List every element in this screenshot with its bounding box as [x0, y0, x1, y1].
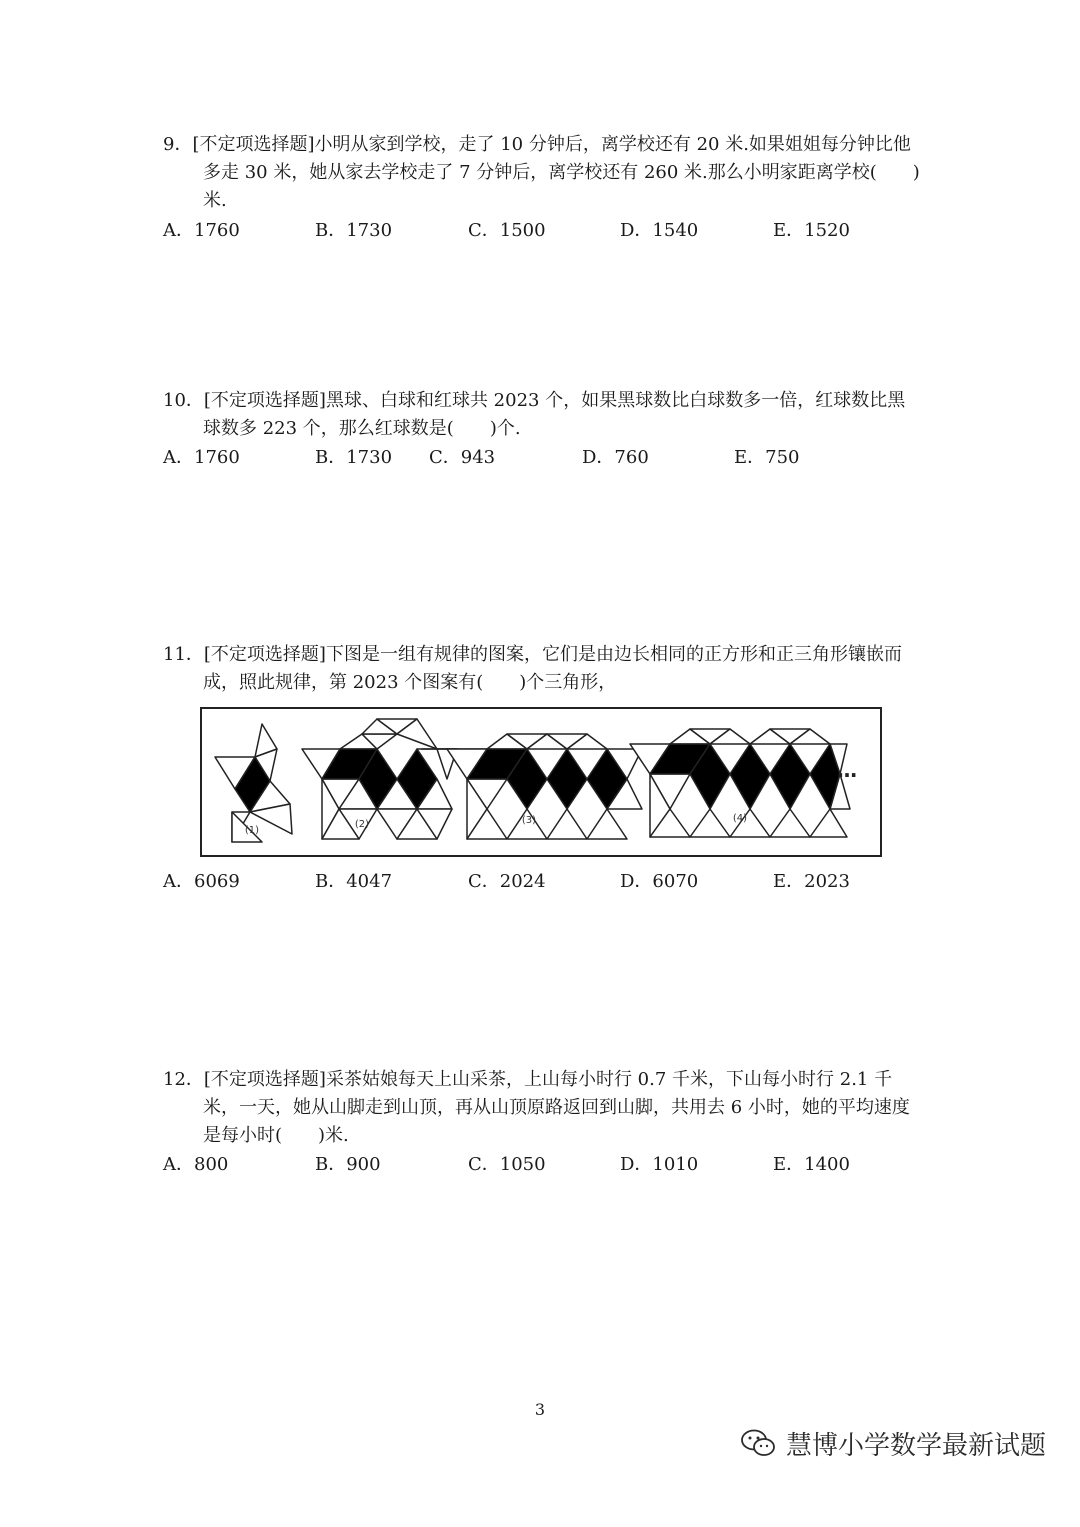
question-9	[163, 131, 923, 215]
question-stem: 9．[不定项选择题]小明从家到学校，走了 10 分钟后，离学校还有 20 米.如果姐姐每分钟比他多走 30 米，她从家去学校走了 7 分钟后，离学校还有 260 米.那么小明家距离学校( )米.	[163, 134, 920, 211]
question-stem: 11．[不定项选择题]下图是一组有规律的图案，它们是由边长相同的正方形和正三角形镶嵌而成，照此规律，第 2023 个图案有( )个三角形，	[163, 644, 902, 693]
option-d[interactable]: D．6070	[620, 871, 699, 892]
wechat-icon	[740, 1428, 776, 1458]
pattern-svg	[202, 709, 884, 859]
page-number: 3	[534, 1400, 546, 1419]
option-e[interactable]: E．750	[734, 447, 800, 468]
option-d[interactable]: D．1540	[620, 220, 699, 241]
option-b[interactable]: B．900	[315, 1154, 381, 1175]
question-12	[163, 1066, 923, 1150]
option-c[interactable]: C．943	[429, 447, 496, 468]
option-a[interactable]: A．800	[163, 1154, 229, 1175]
pattern-3	[447, 734, 642, 839]
caption-1: (1)	[244, 825, 260, 836]
ellipsis: …	[837, 758, 857, 782]
option-c[interactable]: C．2024	[468, 871, 546, 892]
option-e[interactable]: E．1520	[773, 220, 850, 241]
pattern-2	[302, 719, 487, 839]
watermark-text: 慧博小学数学最新试题	[785, 1430, 1046, 1461]
option-d[interactable]: D．1010	[620, 1154, 699, 1175]
question-stem: 10．[不定项选择题]黑球、白球和红球共 2023 个，如果黑球数比白球数多一倍，红球数比黑球数多 223 个，那么红球数是( )个.	[163, 390, 906, 439]
option-c[interactable]: C．1050	[468, 1154, 546, 1175]
option-c[interactable]: C．1500	[468, 220, 546, 241]
option-e[interactable]: E．2023	[773, 871, 850, 892]
caption-2: (2)	[354, 819, 370, 830]
pattern-figure	[200, 707, 882, 857]
watermark	[740, 1423, 1046, 1463]
option-d[interactable]: D．760	[582, 447, 649, 468]
option-b[interactable]: B．4047	[315, 871, 393, 892]
caption-4: (4)	[732, 813, 748, 824]
option-a[interactable]: A．6069	[163, 871, 240, 892]
caption-3: (3)	[521, 815, 537, 826]
question-11	[163, 641, 923, 697]
question-10	[163, 387, 923, 443]
option-b[interactable]: B．1730	[315, 220, 393, 241]
option-e[interactable]: E．1400	[773, 1154, 850, 1175]
option-a[interactable]: A．1760	[163, 220, 240, 241]
option-a[interactable]: A．1760	[163, 447, 240, 468]
question-stem: 12．[不定项选择题]采茶姑娘每天上山采茶，上山每小时行 0.7 千米，下山每小时行 2.1 千米，一天，她从山脚走到山顶，再从山顶原路返回到山脚，共用去 6 小时，她的平均速度是每小时( )米.	[163, 1069, 910, 1146]
option-b[interactable]: B．1730	[315, 447, 393, 468]
